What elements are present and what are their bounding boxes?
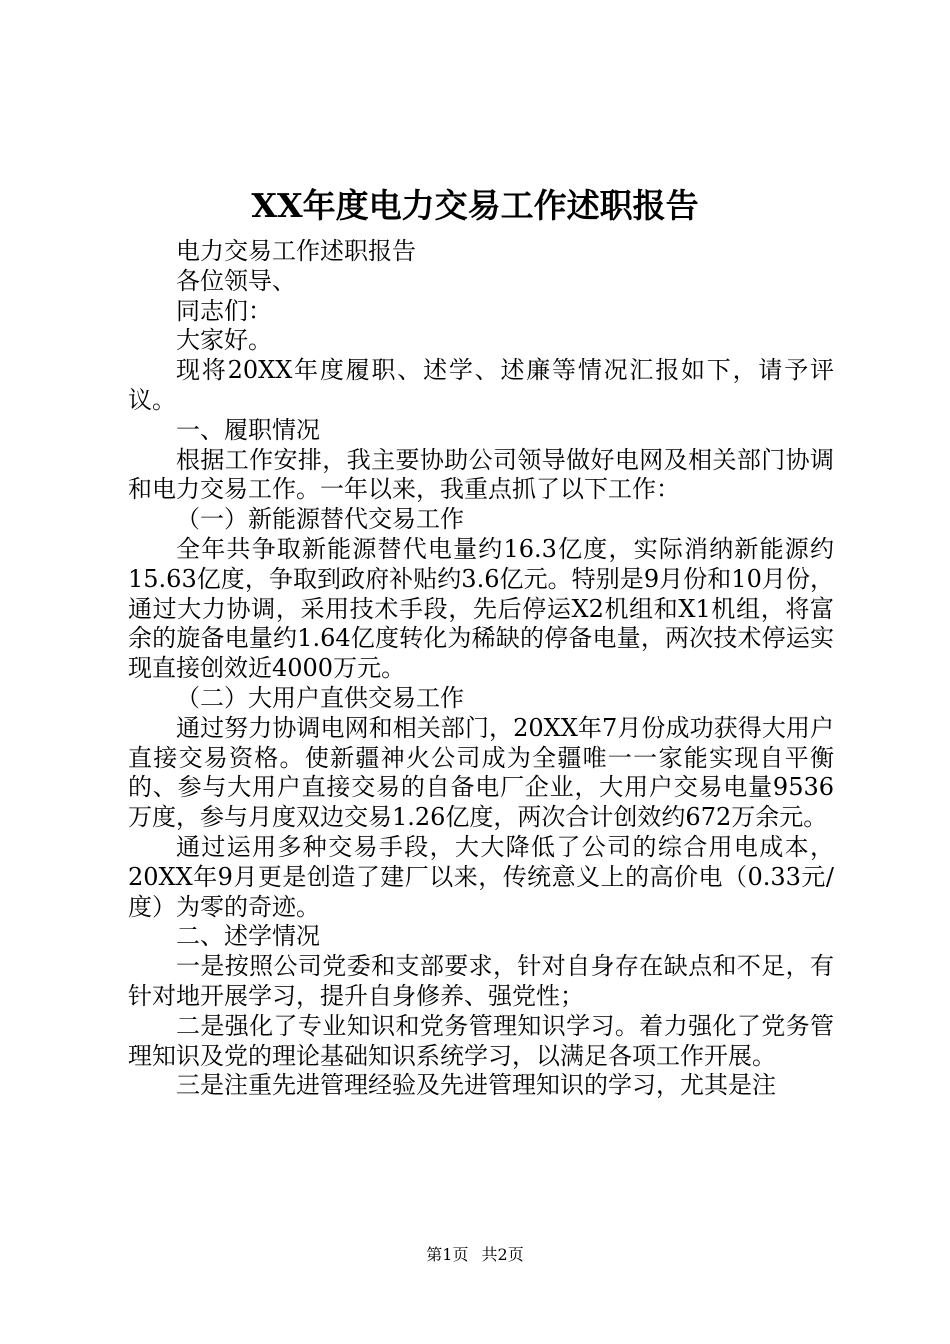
section-heading-duties: 一、履职情况 bbox=[176, 415, 320, 444]
paragraph-duties-overview: 根据工作安排，我主要协助公司领导做好电网及相关部门协调和电力交易工作。一年以来，我重点抓了以下工作： bbox=[128, 445, 834, 504]
page-number: 第1页 bbox=[426, 1245, 469, 1264]
paragraph-greeting: 大家好。 bbox=[176, 326, 272, 355]
paragraph-study-three: 三是注重先进管理经验及先进管理知识的学习，尤其是注 bbox=[176, 1071, 776, 1100]
document-title: XX年度电力交易工作述职报告 bbox=[251, 186, 699, 225]
paragraph-salutation-comrades: 同志们： bbox=[176, 296, 272, 325]
document-body bbox=[128, 237, 834, 1101]
paragraph-new-energy: 全年共争取新能源替代电量约16.3亿度，实际消纳新能源约15.63亿度，争取到政府补贴约3.6亿元。特别是9月份和10月份，通过大力协调，采用技术手段，先后停运X2机组和X1机组，将富余的旋备电量约1.64亿度转化为稀缺的停备电量，两次技术停运实现直接创效近4000万元。 bbox=[128, 534, 834, 683]
paragraph-intro: 现将20XX年度履职、述学、述廉等情况汇报如下，请予评议。 bbox=[128, 356, 834, 414]
paragraph-cost-reduction: 通过运用多种交易手段，大大降低了公司的综合用电成本，20XX年9月更是创造了建厂以来，传统意义上的高价电（0.33元/度）为零的奇迹。 bbox=[128, 832, 834, 921]
paragraph-study-one: 一是按照公司党委和支部要求，针对自身存在缺点和不足，有针对地开展学习，提升自身修养、强党性； bbox=[128, 952, 834, 1010]
page-footer bbox=[0, 1244, 950, 1266]
page-total: 共2页 bbox=[481, 1245, 524, 1264]
paragraph-heading-line: 电力交易工作述职报告 bbox=[176, 237, 416, 265]
paragraph-study-two: 二是强化了专业知识和党务管理知识学习。着力强化了党务管理知识及党的理论基础知识系统学习，以满足各项工作开展。 bbox=[128, 1011, 834, 1070]
subsection-heading-direct-supply: （二）大用户直供交易工作 bbox=[176, 683, 464, 712]
paragraph-salutation-leaders: 各位领导、 bbox=[176, 266, 296, 295]
subsection-heading-new-energy: （一）新能源替代交易工作 bbox=[176, 505, 464, 534]
section-heading-study: 二、述学情况 bbox=[176, 922, 320, 951]
paragraph-direct-supply: 通过努力协调电网和相关部门，20XX年7月份成功获得大用户直接交易资格。使新疆神火公司成为全疆唯一一家能实现自平衡的、参与大用户直接交易的自备电厂企业，大用户交易电量9536万度，参与月度双边交易1.26亿度，两次合计创效约672万余元。 bbox=[128, 713, 834, 832]
